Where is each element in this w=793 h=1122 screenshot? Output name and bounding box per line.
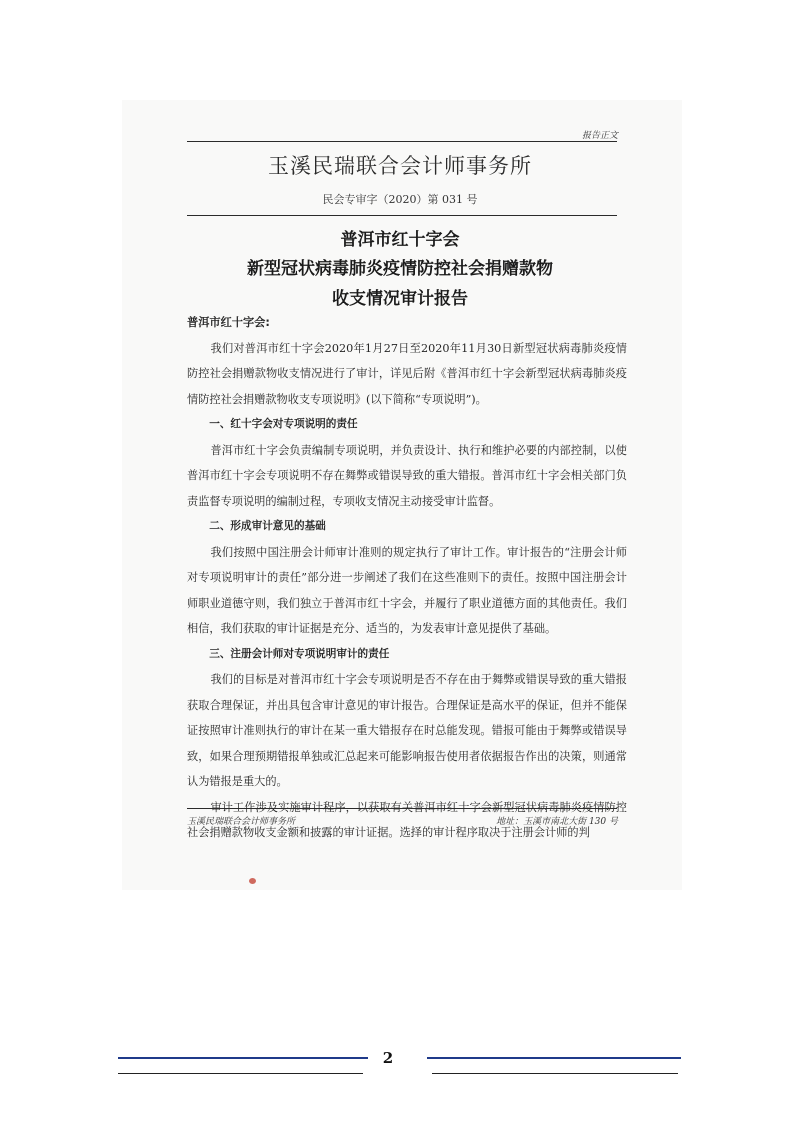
page-number: 2 — [382, 1049, 394, 1067]
page-number-rule-left-top — [118, 1057, 368, 1059]
red-stamp-mark — [249, 878, 256, 884]
section-2-paragraph: 我们按照中国注册会计师审计准则的规定执行了审计工作。审计报告的“注册会计师对专项说明审计的责任”部分进一步阐述了我们在这些准则下的责任。按照中国注册会计师职业道德守则，我们独立于普洱市红十字会，并履行了职业道德方面的其他责任。我们相信，我们获取的审计证据是充分、适当的，为发表审计意见提供了基础。 — [187, 545, 627, 635]
section-1-heading: 一、红十字会对专项说明的责任 — [209, 418, 358, 430]
reference-number: 民会专审字（2020）第 031 号 — [322, 193, 478, 206]
report-label: 报告正文 — [581, 131, 618, 141]
footer-address: 地址：玉溪市南北大街 130 号 — [496, 817, 618, 827]
report-title-line-1: 普洱市红十字会 — [340, 230, 460, 250]
page-number-rule-left-bottom — [118, 1073, 363, 1074]
page-number-rule-right-top — [427, 1057, 681, 1059]
firm-name: 玉溪民瑞联合会计师事务所 — [268, 154, 532, 178]
page-number-rule-right-bottom — [432, 1073, 678, 1074]
section-3-paragraph-2: 审计工作涉及实施审计程序，以获取有关普洱市红十字会新型冠状病毒肺炎疫情防控社会捐赠款物收支金额和披露的审计证据。选择的审计程序取决于注册会计师的判 — [187, 800, 627, 839]
footer-rule — [187, 808, 617, 809]
intro-paragraph: 我们对普洱市红十字会2020年1月27日至2020年11月30日新型冠状病毒肺炎疫情防控社会捐赠款物收支情况进行了审计，详见后附《普洱市红十字会新型冠状病毒肺炎疫情防控社会捐赠款物收支专项说明》(以下简称“专项说明”)。 — [187, 341, 627, 406]
section-3-heading: 三、注册会计师对专项说明审计的责任 — [209, 647, 390, 660]
report-body — [187, 310, 627, 846]
salutation: 普洱市红十字会: — [187, 316, 270, 329]
header-rule — [187, 141, 617, 142]
section-3-paragraph-1: 我们的目标是对普洱市红十字会专项说明是否不存在由于舞弊或错误导致的重大错报获取合理保证，并出具包含审计意见的审计报告。合理保证是高水平的保证，但并不能保证按照审计准则执行的审计在某一重大错报存在时总能发现。错报可能由于舞弊或错误导致，如果合理预期错报单独或汇总起来可能影响报告使用者依据报告作出的决策，则通常认为错报是重大的。 — [187, 673, 627, 788]
footer-firm: 玉溪民瑞联合会计师事务所 — [187, 817, 296, 827]
report-title-line-2: 新型冠状病毒肺炎疫情防控社会捐赠款物 — [247, 259, 553, 279]
section-2-heading: 二、形成审计意见的基础 — [209, 520, 326, 532]
title-rule — [187, 215, 617, 216]
report-title-line-3: 收支情况审计报告 — [332, 289, 468, 309]
section-1-paragraph: 普洱市红十字会负责编制专项说明，并负责设计、执行和维护必要的内部控制，以使普洱市红十字会专项说明不存在舞弊或错误导致的重大错报。普洱市红十字会相关部门负责监督专项说明的编制过程，专项收支情况主动接受审计监督。 — [187, 443, 627, 508]
